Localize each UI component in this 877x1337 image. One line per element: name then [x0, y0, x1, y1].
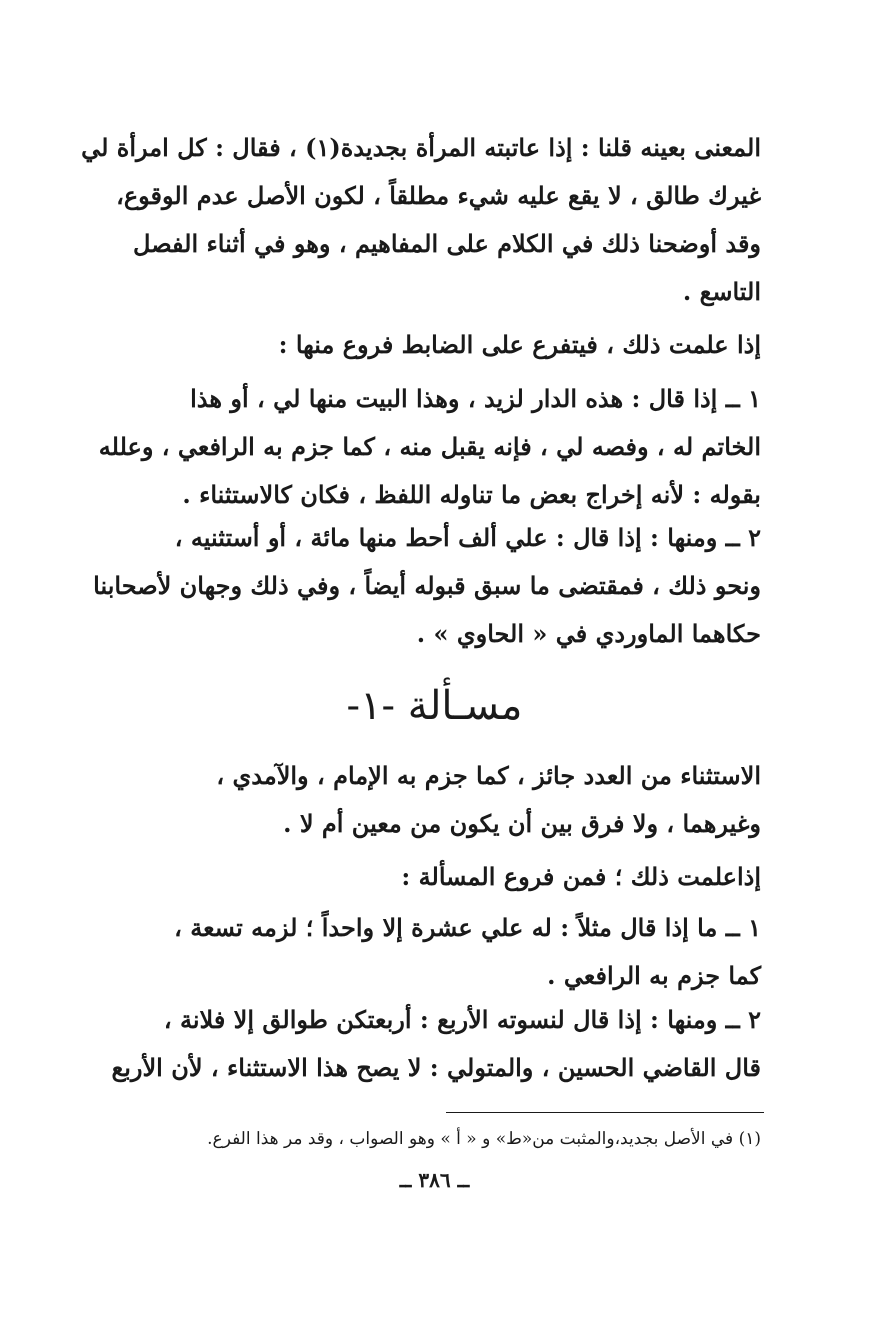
text-line: ٢ ــ ومنها : إذا قال : علي ألف أحط منها مائة ، أو أستثنيه ،: [174, 523, 761, 552]
paragraph-intro: [81, 124, 761, 316]
paragraph-issue: [108, 752, 761, 848]
text-line: ونحو ذلك ، فمقتضى ما سبق قبوله أيضاً ، وفي ذلك وجهان لأصحابنا: [93, 571, 761, 600]
text-line: الخاتم له ، وفصه لي ، فإنه يقبل منه ، كما جزم به الرافعي ، وعلله: [98, 432, 761, 461]
paragraph-branches-intro: [108, 321, 761, 369]
text-line: الاستثناء من العدد جائز ، كما جزم به الإمام ، والآمدي ،: [216, 761, 761, 790]
text-line: قال القاضي الحسين ، والمتولي : لا يصح هذا الاستثناء ، لأن الأربع: [111, 1053, 761, 1082]
text-line: حكاهما الماوردي في « الحاوي » .: [416, 619, 761, 648]
section-heading: مسـألة -١-: [346, 683, 523, 729]
text-line: وغيرهما ، ولا فرق بين أن يكون من معين أم لا .: [283, 809, 761, 838]
footnote: (١) في الأصل بجديد،والمثبت من«ط» و « أ » وهو الصواب ، وقد مر هذا الفرع.: [207, 1129, 761, 1149]
text-line: إذاعلمت ذلك ؛ فمن فروع المسألة :: [401, 862, 761, 891]
paragraph-branch-1: [98, 375, 761, 519]
text-line: ٢ ــ ومنها : إذا قال لنسوته الأربع : أربعتكن طوالق إلا فلانة ،: [163, 1005, 761, 1034]
paragraph-issue-branches: [108, 853, 761, 901]
text-line: بقوله : لأنه إخراج بعض ما تناوله اللفظ ، فكان كالاستثناء .: [182, 480, 761, 509]
paragraph-issue-branch-1: [108, 904, 761, 1000]
text-line: ١ ــ ما إذا قال مثلاً : له علي عشرة إلا واحداً ؛ لزمه تسعة ،: [174, 913, 761, 942]
text-line: كما جزم به الرافعي .: [547, 961, 761, 990]
text-line: المعنى بعينه قلنا : إذا عاتبته المرأة بجديدة(١) ، فقال : كل امرأة لي: [81, 133, 761, 162]
text-line: غيرك طالق ، لا يقع عليه شيء مطلقاً ، لكون الأصل عدم الوقوع،: [116, 181, 761, 210]
footnote-divider: [446, 1112, 764, 1113]
page-number: ــ ٣٨٦ ــ: [399, 1168, 470, 1192]
text-line: التاسع .: [682, 277, 761, 306]
text-line: وقد أوضحنا ذلك في الكلام على المفاهيم ، وهو في أثناء الفصل: [133, 229, 761, 258]
paragraph-branch-2: [93, 514, 761, 658]
text-line: ١ ــ إذا قال : هذه الدار لزيد ، وهذا البيت منها لي ، أو هذا: [190, 384, 761, 413]
text-line: إذا علمت ذلك ، فيتفرع على الضابط فروع منها :: [278, 330, 761, 359]
paragraph-issue-branch-2: [108, 996, 761, 1092]
